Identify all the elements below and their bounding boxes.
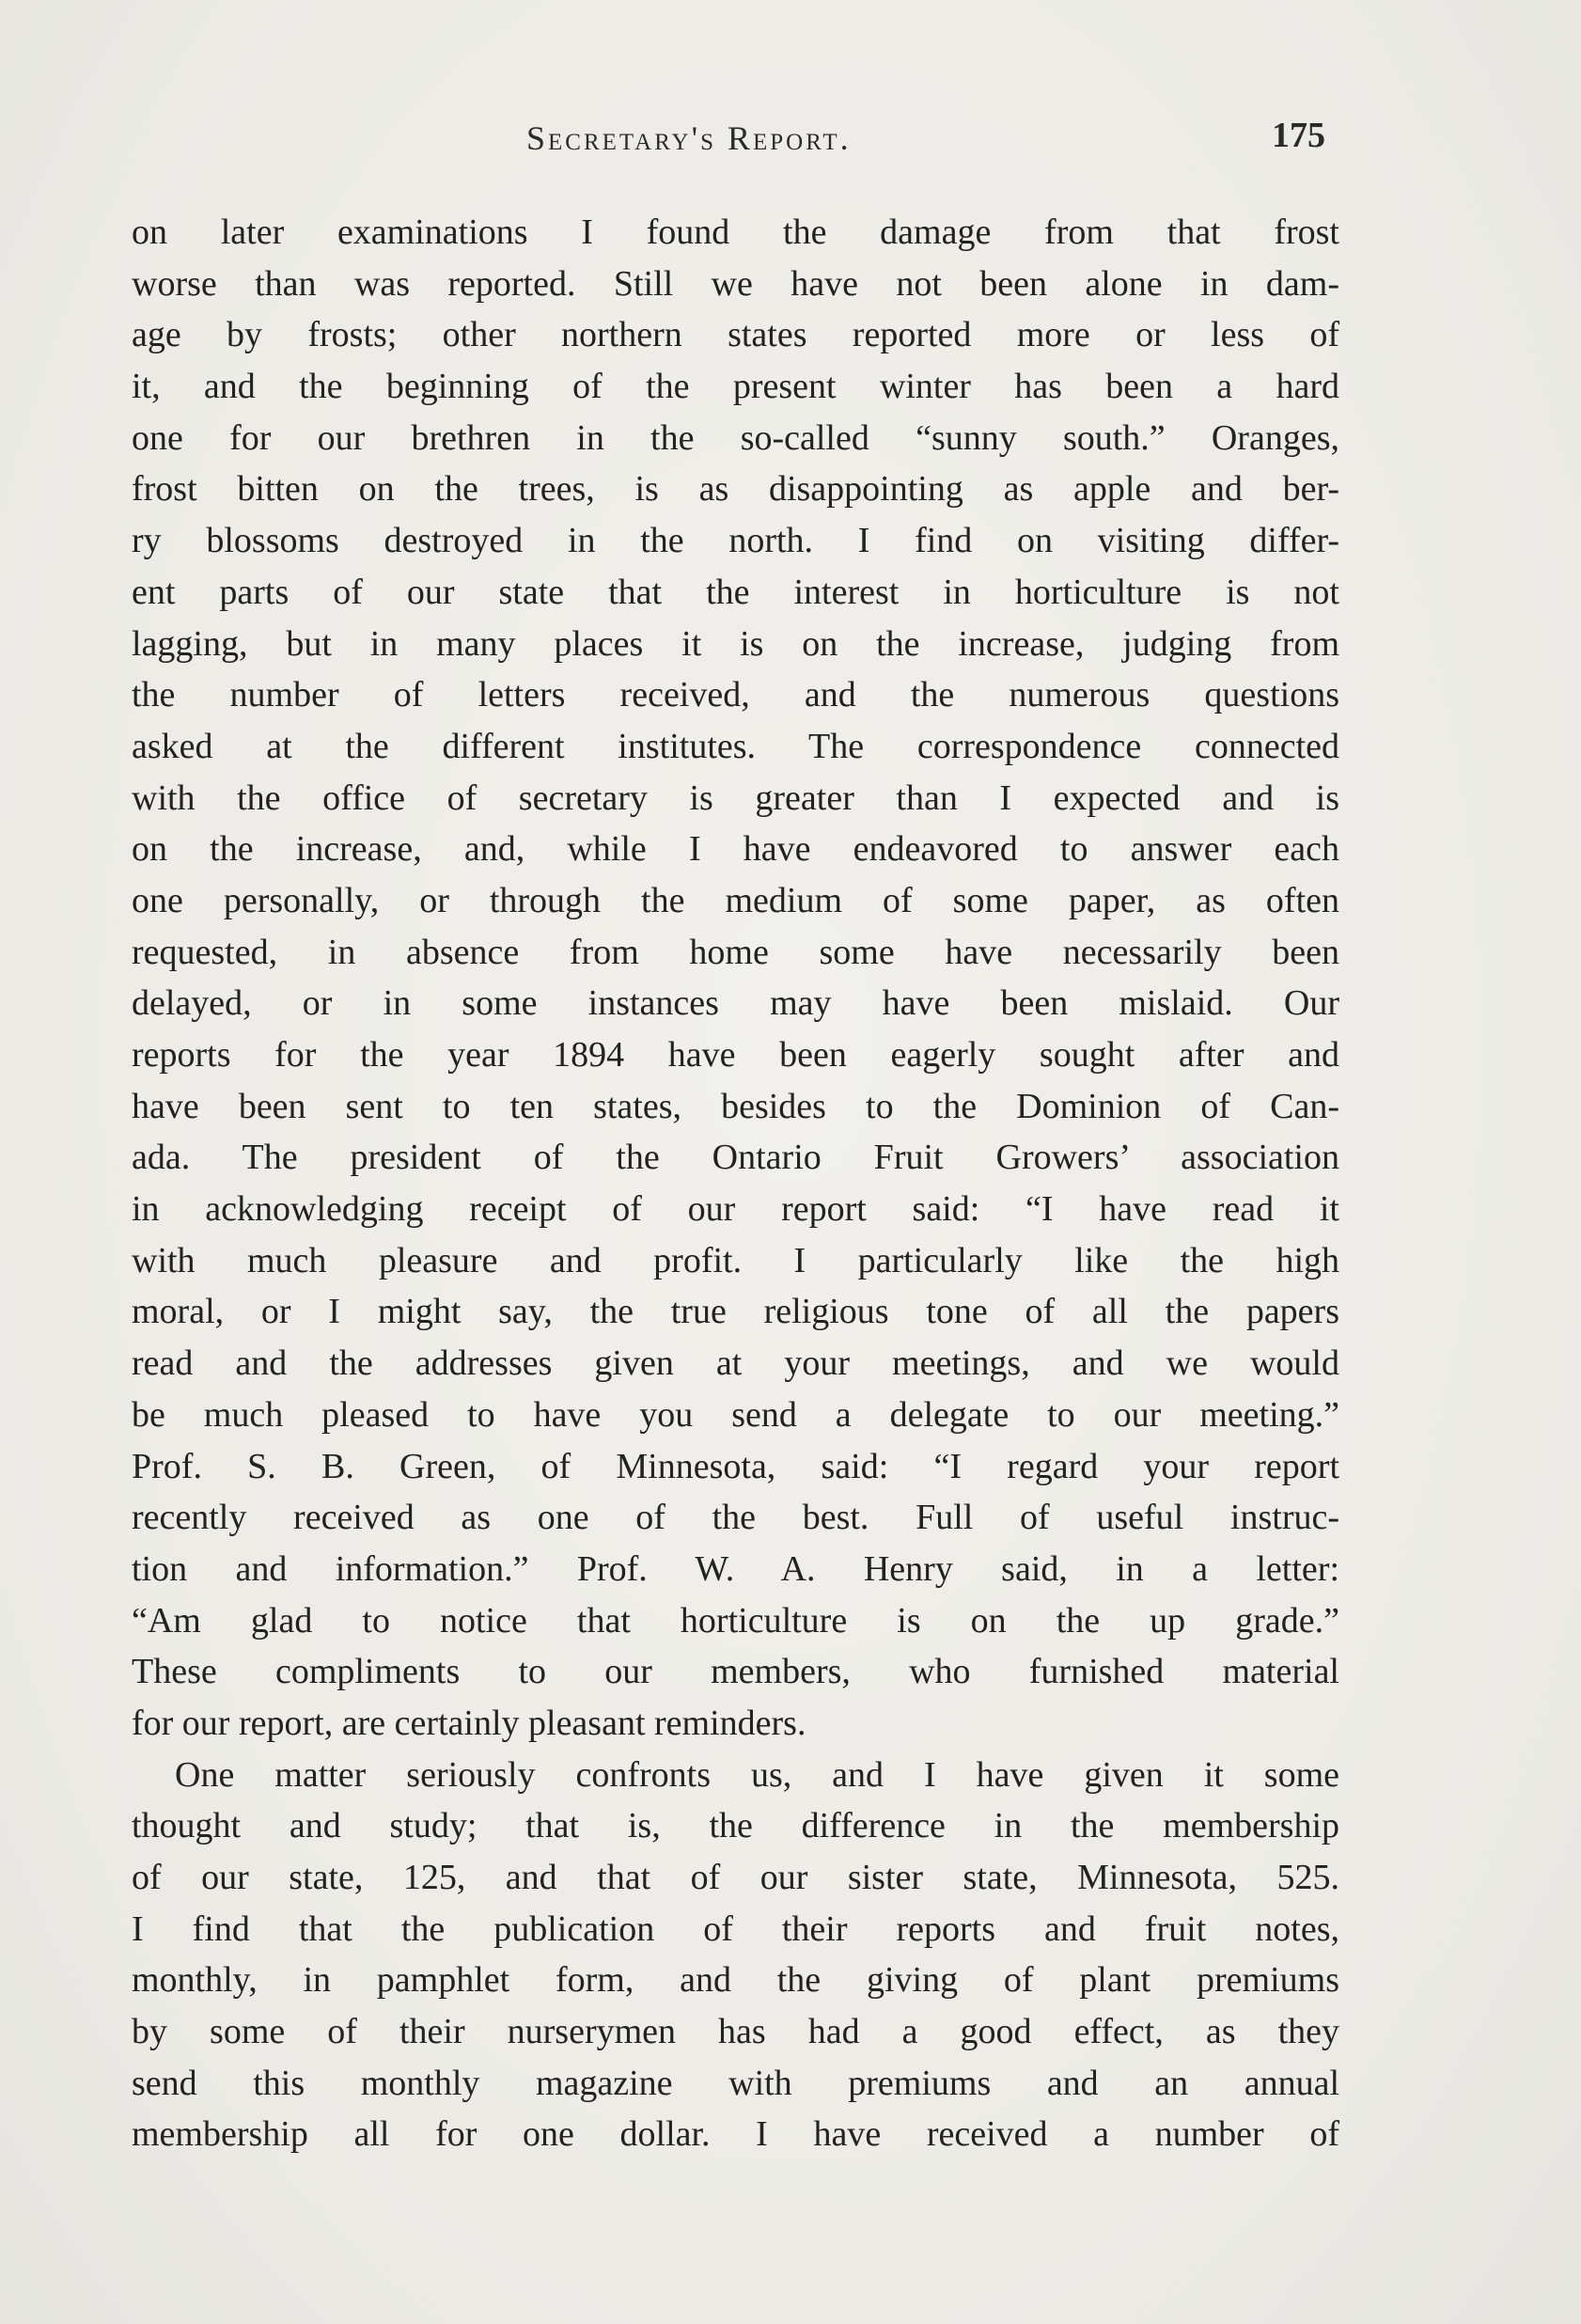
text-line: ent parts of our state that the interest in horticulture is not xyxy=(132,572,1339,612)
text-line: have been sent to ten states, besides to the Dominion of Can- xyxy=(132,1086,1339,1126)
text-line: with the office of secretary is greater than I expected and is xyxy=(132,777,1339,818)
running-head: Secretary's Report. xyxy=(526,119,852,157)
text-line: ry blossoms destroyed in the north. I find on visiting differ- xyxy=(132,521,1339,561)
page-number: 175 xyxy=(1272,116,1325,155)
text-line: “Am glad to notice that horticulture is on the up grade.” xyxy=(132,1600,1339,1641)
text-line: membership all for one dollar. I have received a number of xyxy=(132,2114,1339,2155)
text-line: for our report, are certainly pleasant reminders. xyxy=(132,1703,806,1743)
text-line: moral, or I might say, the true religious tone of all the papers xyxy=(132,1292,1339,1332)
text-line: monthly, in pamphlet form, and the giving of plant premiums xyxy=(132,1960,1339,2001)
text-line: one personally, or through the medium of some paper, as often xyxy=(132,880,1339,920)
text-line: lagging, but in many places it is on the increase, judging from xyxy=(132,623,1339,664)
text-line: on the increase, and, while I have endeavored to answer each xyxy=(132,829,1339,870)
text-line: on later examinations I found the damage from that frost xyxy=(132,212,1339,252)
page-header xyxy=(132,111,1325,167)
text-line: asked at the different institutes. The correspondence connected xyxy=(132,726,1339,766)
text-line: in acknowledging receipt of our report said: “I have read it xyxy=(132,1189,1339,1230)
text-line: by some of their nurserymen has had a good effect, as they xyxy=(132,2012,1339,2052)
text-line: with much pleasure and profit. I particularly like the high xyxy=(132,1240,1339,1280)
text-line: delayed, or in some instances may have been mislaid. Our xyxy=(132,983,1339,1024)
text-line: These compliments to our members, who furnished material xyxy=(132,1652,1339,1692)
body-text xyxy=(132,207,1339,2160)
text-line: recently received as one of the best. Full of useful instruc- xyxy=(132,1498,1339,1538)
text-line: frost bitten on the trees, is as disappointing as apple and ber- xyxy=(132,469,1339,510)
paragraph-1 xyxy=(132,207,1339,1750)
text-line: reports for the year 1894 have been eagerly sought after and xyxy=(132,1035,1339,1075)
text-line: tion and information.” Prof. W. A. Henry said, in a letter: xyxy=(132,1548,1339,1589)
text-line: one for our brethren in the so-called “sunny south.” Oranges, xyxy=(132,417,1339,458)
text-line: age by frosts; other northern states reported more or less of xyxy=(132,315,1339,355)
text-line: I find that the publication of their reports and fruit notes, xyxy=(132,1908,1339,1949)
text-line: Prof. S. B. Green, of Minnesota, said: “I regard your report xyxy=(132,1446,1339,1486)
text-line: of our state, 125, and that of our sister state, Minnesota, 525. xyxy=(132,1858,1339,1897)
text-line: worse than was reported. Still we have not been alone in dam- xyxy=(132,263,1339,304)
text-line: ada. The president of the Ontario Fruit Growers’ association xyxy=(132,1138,1339,1178)
text-line: thought and study; that is, the difference in the membership xyxy=(132,1806,1339,1846)
paragraph-2 xyxy=(132,1750,1339,2161)
text-line: One matter seriously confronts us, and I have given it some xyxy=(175,1754,1339,1795)
text-line: read and the addresses given at your meetings, and we would xyxy=(132,1343,1339,1384)
text-line: the number of letters received, and the numerous questions xyxy=(132,675,1339,715)
text-line: be much pleased to have you send a delegate to our meeting.” xyxy=(132,1394,1339,1435)
text-line: it, and the beginning of the present winter has been a hard xyxy=(132,367,1339,407)
text-line: requested, in absence from home some have necessarily been xyxy=(132,932,1339,972)
text-line: send this monthly magazine with premiums and an annual xyxy=(132,2063,1339,2103)
